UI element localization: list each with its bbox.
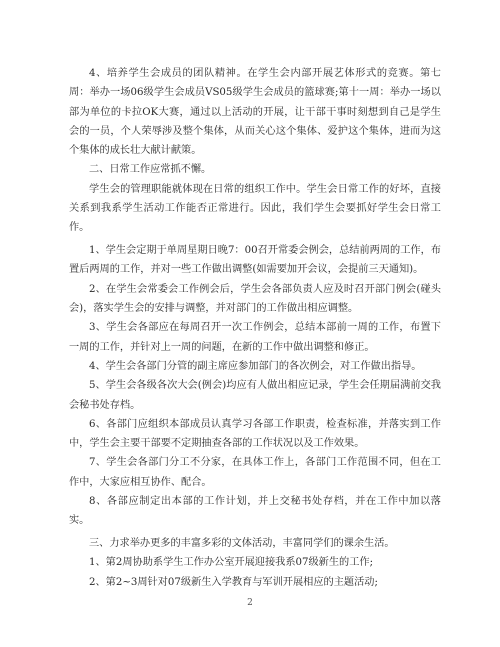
list-item-8: 8、各部应制定出本部的工作计划，并上交秘书处存档，并在工作中加以落实。	[69, 496, 441, 527]
paragraph-team-spirit: 4、培养学生会成员的团队精神。在学生会内部开展艺体形式的竞赛。第七周：举办一场06级学生会成员VS05级学生会成员的篮球赛;第十一周：举办一场以部为单位的卡拉OK大赛，通过以上活动的开展，让干部干事时刻想到自己是学生会的一员，个人荣辱涉及整个集体，从而关心这个集体、爱护这个集体，进而为这个集体的成长壮大献计献策。	[69, 68, 441, 157]
list-item-6: 6、各部门应组织本部成员认真学习各部工作职责，检查标准，并落实到工作中，学生会主要干部要不定期抽查各部的工作状况以及工作效果。	[69, 418, 441, 450]
list-item-4: 4、学生会各部门分管的副主席应参加部门的各次例会，对工作做出指导。	[89, 360, 422, 372]
list-item-7: 7、学生会各部门分工不分家，在具体工作上，各部门工作范围不同，但在工作中，大家应相互协作、配合。	[69, 457, 441, 488]
list-item-2: 2、在学生会常委会工作例会后，学生会各部负责人应及时召开部门例会(碰头会)，落实学生会的安排与调整，并对部门的工作做出相应调整。	[69, 283, 441, 315]
list-item-1: 1、学生会定期于单周星期日晚7：00召开常委会例会，总结前两周的工作，布置后两周的工作，并对一些工作做出调整(如需要加开会议，会提前三天通知)。	[69, 245, 441, 276]
list-item-5: 5、学生会各级各次大会(例会)均应有人做出相应记录，学生会任期届满前交我会秘书处存档。	[69, 380, 441, 411]
list-item-3: 3、学生会各部应在每周召开一次工作例会，总结本部前一周的工作，布置下一周的工作，并针对上一周的问题，在新的工作中做出调整和修正。	[69, 322, 441, 353]
page-number: 2	[247, 598, 253, 608]
paragraph-daily-management: 学生会的管理职能就体现在日常的组织工作中。学生会日常工作的好坏，直接关系到我系学生活动工作能否正常进行。因此，我们学生会要抓好学生会日常工作。	[69, 183, 441, 234]
activity-item-1: 1、第2周协助系学生工作办公室开展迎接我系07级新生的工作;	[89, 557, 374, 569]
section-heading-daily-work: 二、日常工作应常抓不懈。	[89, 164, 212, 176]
activity-item-2: 2、第2~3周针对07级新生入学教育与军训开展相应的主题活动;	[89, 576, 378, 588]
section-heading-cultural-activities: 三、力求举办更多的丰富多彩的文体活动，丰富同学们的课余生活。	[89, 538, 395, 550]
document-body	[69, 64, 441, 592]
